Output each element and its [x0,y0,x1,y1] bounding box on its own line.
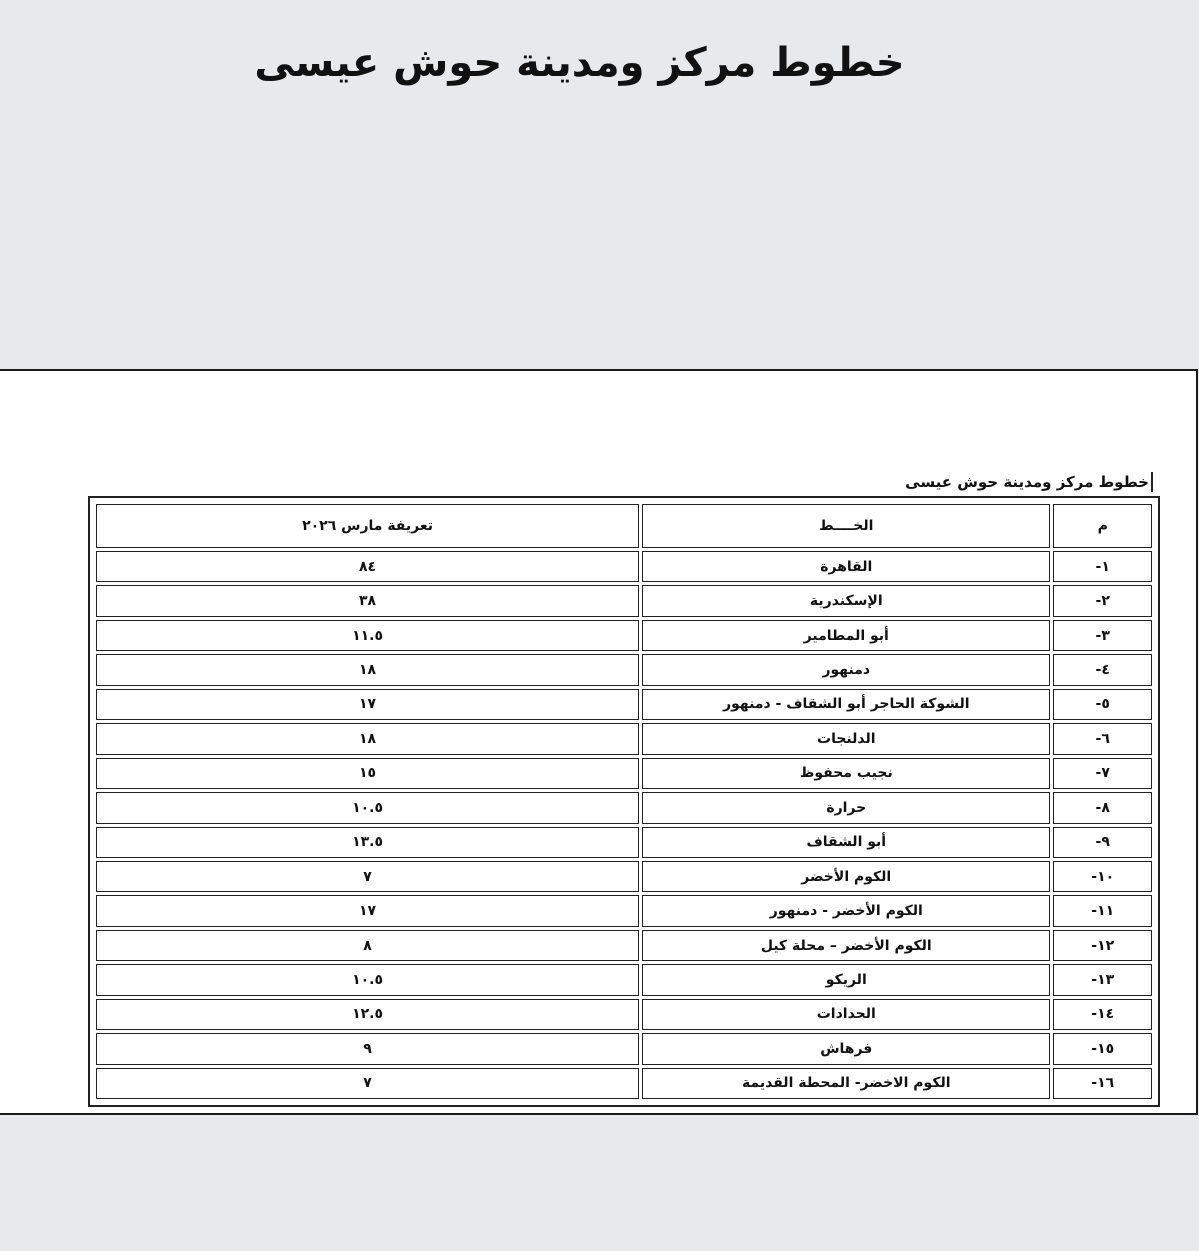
table-row [96,895,1152,926]
row-fare: ١٨ [96,723,639,754]
table-row [96,585,1152,616]
row-route: الكوم الأخضر – محلة كيل [642,930,1050,961]
row-route: حرارة [642,792,1050,823]
row-number: ١٥- [1053,1033,1152,1064]
row-fare: ٣٨ [96,585,639,616]
row-fare: ٩ [96,1033,639,1064]
row-fare: ١٣.٥ [96,827,639,858]
row-number: ٣- [1053,620,1152,651]
row-route: دمنهور [642,654,1050,685]
row-number: ١١- [1053,895,1152,926]
row-fare: ٨٤ [96,551,639,582]
table-row [96,1033,1152,1064]
row-number: ١- [1053,551,1152,582]
table-row [96,999,1152,1030]
row-route: أبو المطامير [642,620,1050,651]
table-frame [88,496,1160,1107]
row-fare: ٧ [96,861,639,892]
row-fare: ١٥ [96,758,639,789]
row-number: ٦- [1053,723,1152,754]
table-header-row [96,504,1152,548]
fare-table [93,501,1155,1102]
row-fare: ١٧ [96,895,639,926]
row-route: الإسكندرية [642,585,1050,616]
row-number: ٩- [1053,827,1152,858]
row-route: فرهاش [642,1033,1050,1064]
table-caption: خطوط مركز ومدينة حوش عيسى [905,472,1153,492]
row-number: ٥- [1053,689,1152,720]
row-route: القاهرة [642,551,1050,582]
table-row [96,861,1152,892]
row-fare: ١٨ [96,654,639,685]
row-fare: ٨ [96,930,639,961]
row-fare: ١٢.٥ [96,999,639,1030]
table-row [96,689,1152,720]
table-row [96,792,1152,823]
header-number: م [1053,504,1152,548]
row-number: ٧- [1053,758,1152,789]
table-row [96,620,1152,651]
table-row [96,930,1152,961]
row-route: أبو الشقاف [642,827,1050,858]
row-fare: ٧ [96,1068,639,1099]
row-number: ٨- [1053,792,1152,823]
row-number: ٤- [1053,654,1152,685]
row-route: الشوكة الحاجر أبو الشقاف - دمنهور [642,689,1050,720]
row-route: الكوم الأخضر [642,861,1050,892]
row-route: الريكو [642,964,1050,995]
document-sheet [0,369,1198,1115]
header-route: الخــــط [642,504,1050,548]
row-route: الكوم الاخضر- المحطة القديمة [642,1068,1050,1099]
table-row [96,964,1152,995]
row-number: ١٠- [1053,861,1152,892]
row-fare: ١٠.٥ [96,964,639,995]
table-row [96,827,1152,858]
row-route: الحدادات [642,999,1050,1030]
row-number: ١٣- [1053,964,1152,995]
table-row [96,1068,1152,1099]
row-route: نجيب محفوظ [642,758,1050,789]
header-fare: تعريفة مارس ٢٠٢٦ [96,504,639,548]
table-row [96,723,1152,754]
row-number: ٢- [1053,585,1152,616]
row-route: الدلنجات [642,723,1050,754]
row-number: ١٦- [1053,1068,1152,1099]
row-number: ١٤- [1053,999,1152,1030]
row-route: الكوم الأخضر - دمنهور [642,895,1050,926]
row-fare: ١٠.٥ [96,792,639,823]
row-number: ١٢- [1053,930,1152,961]
page-title: خطوط مركز ومدينة حوش عيسى [254,40,905,86]
table-row [96,758,1152,789]
row-fare: ١١.٥ [96,620,639,651]
table-row [96,551,1152,582]
row-fare: ١٧ [96,689,639,720]
table-row [96,654,1152,685]
